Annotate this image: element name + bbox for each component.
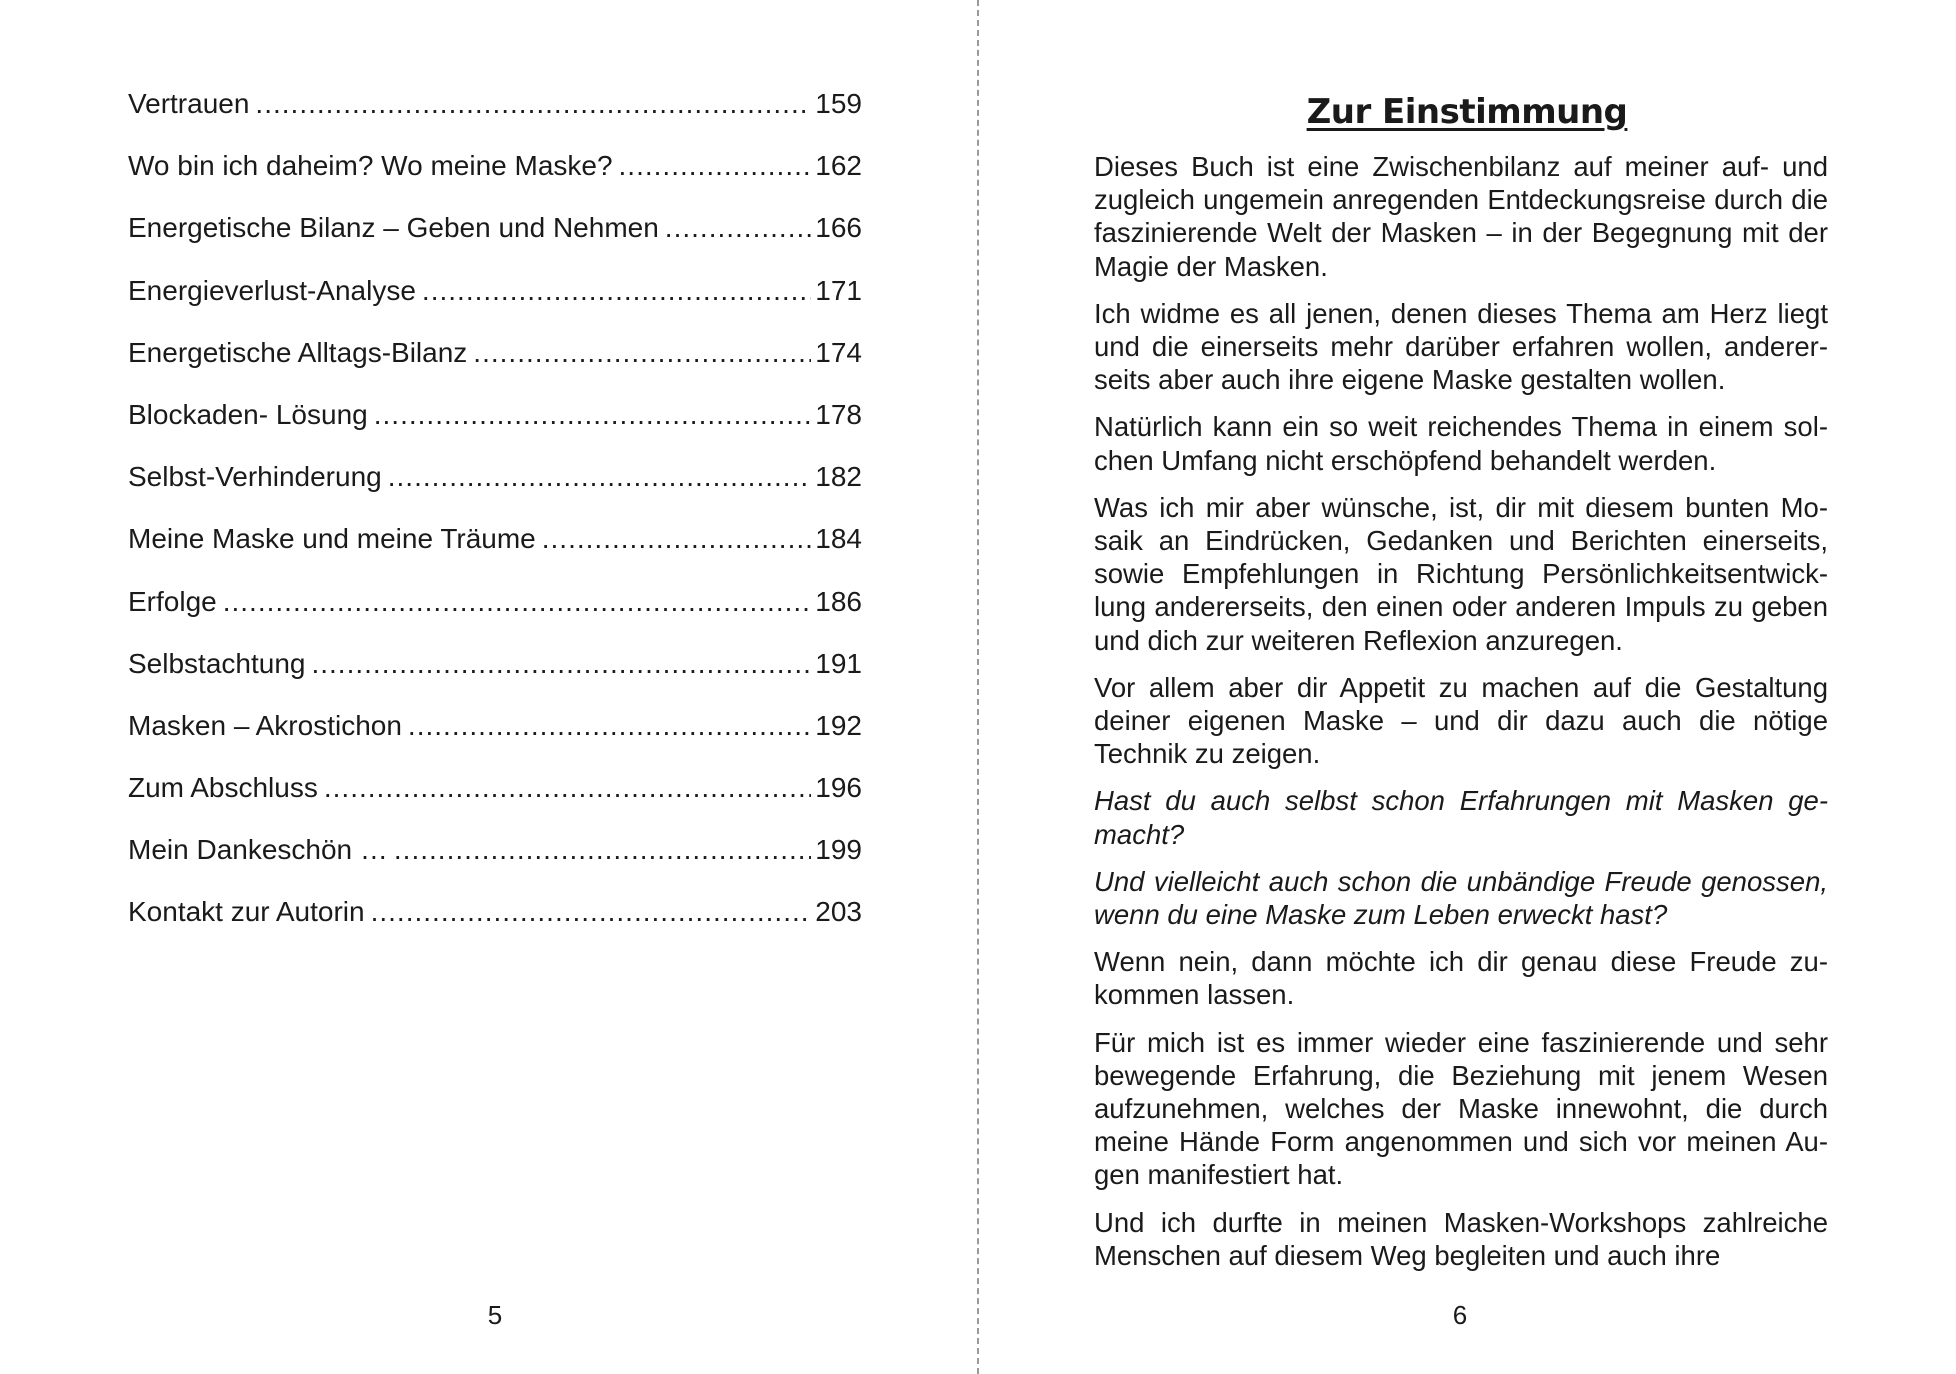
toc-entry bbox=[128, 892, 862, 954]
toc-entry bbox=[128, 395, 862, 457]
toc-leader bbox=[324, 768, 811, 808]
toc-entry-title: Mein Dankeschön … bbox=[128, 834, 388, 866]
toc-entry-page: 171 bbox=[815, 274, 862, 306]
right-page bbox=[978, 0, 1956, 1374]
toc-leader bbox=[542, 519, 812, 559]
toc-entry-title: Energetische Alltags-Bilanz bbox=[128, 336, 468, 368]
toc-entry bbox=[128, 208, 862, 270]
toc-entry-title: Blockaden- Lösung bbox=[128, 398, 368, 430]
toc-entry-page: 184 bbox=[815, 523, 862, 555]
toc-entry-page: 182 bbox=[815, 461, 862, 493]
toc-entry-title: Erfolge bbox=[128, 585, 217, 617]
toc-entry bbox=[128, 333, 862, 395]
toc-entry-title: Energieverlust-Analyse bbox=[128, 274, 416, 306]
toc-entry bbox=[128, 768, 862, 830]
italic-paragraph: Und vielleicht auch schon die unbändige Freude genossen, wenn du eine Maske zum Leben erweckt hast? bbox=[1094, 865, 1828, 931]
toc-leader bbox=[311, 644, 811, 684]
toc-entry bbox=[128, 582, 862, 644]
body-text bbox=[1094, 150, 1828, 1286]
toc-entry bbox=[128, 457, 862, 519]
toc-entry-page: 174 bbox=[815, 336, 862, 368]
toc-entry-page: 159 bbox=[815, 88, 862, 119]
toc-leader bbox=[422, 271, 811, 311]
toc-entry-page: 162 bbox=[815, 150, 862, 182]
toc-leader bbox=[408, 706, 811, 746]
toc-entry bbox=[128, 146, 862, 208]
paragraph: Wenn nein, dann möchte ich dir genau diese Freude zukommen lassen. bbox=[1094, 946, 1828, 1011]
toc-leader bbox=[371, 892, 812, 932]
toc-entry bbox=[128, 644, 862, 706]
chapter-title: Zur Einstimmung bbox=[1306, 92, 1628, 132]
toc-entry-title: Vertrauen bbox=[128, 88, 250, 119]
toc-entry-title: Meine Maske und meine Träume bbox=[128, 523, 536, 555]
toc-entry-page: 196 bbox=[815, 772, 862, 804]
toc-leader bbox=[619, 146, 812, 186]
paragraph: Für mich ist es immer wieder eine faszinierende und sehr bewegende Erfahrung, die Beziehung mit jenem Wesen aufzunehmen, welches der Maske innewohnt, die durch meine Hände Form angenommen und sich vor meinen Augen manifestiert hat. bbox=[1094, 1026, 1828, 1191]
toc-entry-title: Selbst-Verhinderung bbox=[128, 461, 382, 493]
paragraph: Natürlich kann ein so weit reichendes Thema in einem solchen Umfang nicht erschöpfend behandelt werden. bbox=[1094, 411, 1828, 476]
toc-entry bbox=[128, 271, 862, 333]
toc-entry bbox=[128, 84, 862, 146]
toc-leader bbox=[388, 457, 812, 497]
toc-entry-title: Kontakt zur Autorin bbox=[128, 896, 365, 928]
toc-entry-page: 186 bbox=[815, 585, 862, 617]
toc-entry-page: 178 bbox=[815, 398, 862, 430]
toc-leader bbox=[374, 395, 812, 435]
toc-entry-page: 166 bbox=[815, 212, 862, 244]
paragraph: Und ich durfte in meinen Masken-Workshops zahlreiche Menschen auf diesem Weg begleiten und auch ihre bbox=[1094, 1206, 1828, 1271]
toc-entry-title: Wo bin ich daheim? Wo meine Maske? bbox=[128, 150, 613, 182]
toc-leader bbox=[255, 84, 811, 124]
toc-leader bbox=[223, 582, 812, 622]
toc-entry bbox=[128, 706, 862, 768]
toc-entry-title: Masken – Akrostichon bbox=[128, 709, 402, 741]
toc-leader bbox=[665, 208, 811, 248]
toc-entry-title: Energetische Bilanz – Geben und Nehmen bbox=[128, 212, 659, 244]
paragraph: Ich widme es all jenen, denen dieses Thema am Herz liegt und die einerseits mehr darüber erfahren wollen, andererseits aber auch ihre eigene Maske gestalten wollen. bbox=[1094, 297, 1828, 396]
paragraph: Was ich mir aber wünsche, ist, dir mit diesem bunten Mosaik an Eindrücken, Gedanken und Berichten einerseits, sowie Empfehlungen in Richtung Persönlichkeitsentwicklung andererseits, den einen oder anderen Impuls zu geben und dich zur weiteren Reflexion anzuregen. bbox=[1094, 491, 1828, 656]
toc-entry bbox=[128, 830, 862, 892]
italic-paragraph: Hast du auch selbst schon Erfahrungen mit Masken gemacht? bbox=[1094, 785, 1828, 850]
toc-entry-title: Zum Abschluss bbox=[128, 772, 318, 804]
toc-entry-page: 199 bbox=[815, 834, 862, 866]
toc-entry bbox=[128, 519, 862, 581]
toc-entry-title: Selbstachtung bbox=[128, 647, 306, 679]
page-number: 6 bbox=[1452, 1300, 1468, 1330]
toc-leader bbox=[394, 830, 811, 870]
toc-entry-page: 203 bbox=[815, 896, 862, 928]
paragraph: Vor allem aber dir Appetit zu machen auf die Gestaltung deiner eigenen Maske – und dir dazu auch die nötige Technik zu zeigen. bbox=[1094, 671, 1828, 770]
toc-leader bbox=[473, 333, 811, 373]
table-of-contents bbox=[128, 84, 862, 955]
toc-entry-page: 192 bbox=[815, 709, 862, 741]
toc-entry-page: 191 bbox=[815, 647, 862, 679]
paragraph: Dieses Buch ist eine Zwischenbilanz auf meiner auf- und zugleich ungemein anregenden Entdeckungsreise durch die faszinierende Welt der Masken – in der Begegnung mit der Magie der Masken. bbox=[1094, 151, 1828, 282]
page-number: 5 bbox=[487, 1300, 503, 1330]
